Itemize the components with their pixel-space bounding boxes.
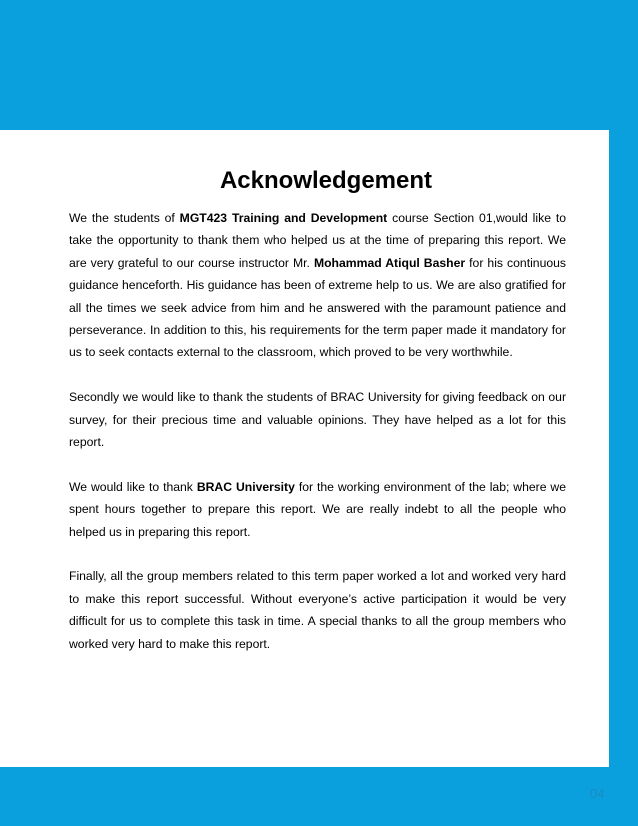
page-title: Acknowledgement <box>219 167 433 194</box>
document-body <box>69 207 566 655</box>
paragraph-1-text-c: course Section 01,would like to take the opportunity to thank them who helped us at the time of preparing this report. We are very grateful to our course instructor Mr. <box>69 211 566 270</box>
paragraph-4: Finally, all the group members related to this term paper worked a lot and worked very hard to make this report successful. Without everyone’s active participation it would be very difficult for us to complete this task in time. A special thanks to all the group members who worked very hard to make this report. <box>69 569 566 651</box>
paragraph-3-text-a: We would like to thank <box>69 479 197 494</box>
university-name: BRAC University <box>196 479 295 494</box>
paragraph-3 <box>69 476 566 543</box>
paragraph-1-text-e: for his continuous guidance henceforth. His guidance has been of extreme help to us. We are also gratified for all the times we seek advice from him and he answered with the paramount patience and perseverance. In addition to this, his requirements for the term paper made it mandatory for us to seek contacts external to the classroom, which proved to be very worthwhile. <box>69 255 566 360</box>
instructor-name: Mohammad Atiqul Basher <box>313 255 466 270</box>
document-page <box>0 130 609 767</box>
paragraph-2: Secondly we would like to thank the students of BRAC University for giving feedback on our survey, for their precious time and valuable opinions. They have helped as a lot for this report. <box>69 390 566 450</box>
paragraph-1-text-a: We the students of <box>69 211 180 225</box>
course-name: MGT423 Training and Development <box>179 211 388 225</box>
paragraph-1 <box>69 207 566 364</box>
page-number: 04 <box>590 786 605 801</box>
paragraph-3-text-c: for the working environment of the lab; where we spent hours together to prepare this report. We are really indebt to all the people who helped us in preparing this report. <box>69 479 566 539</box>
